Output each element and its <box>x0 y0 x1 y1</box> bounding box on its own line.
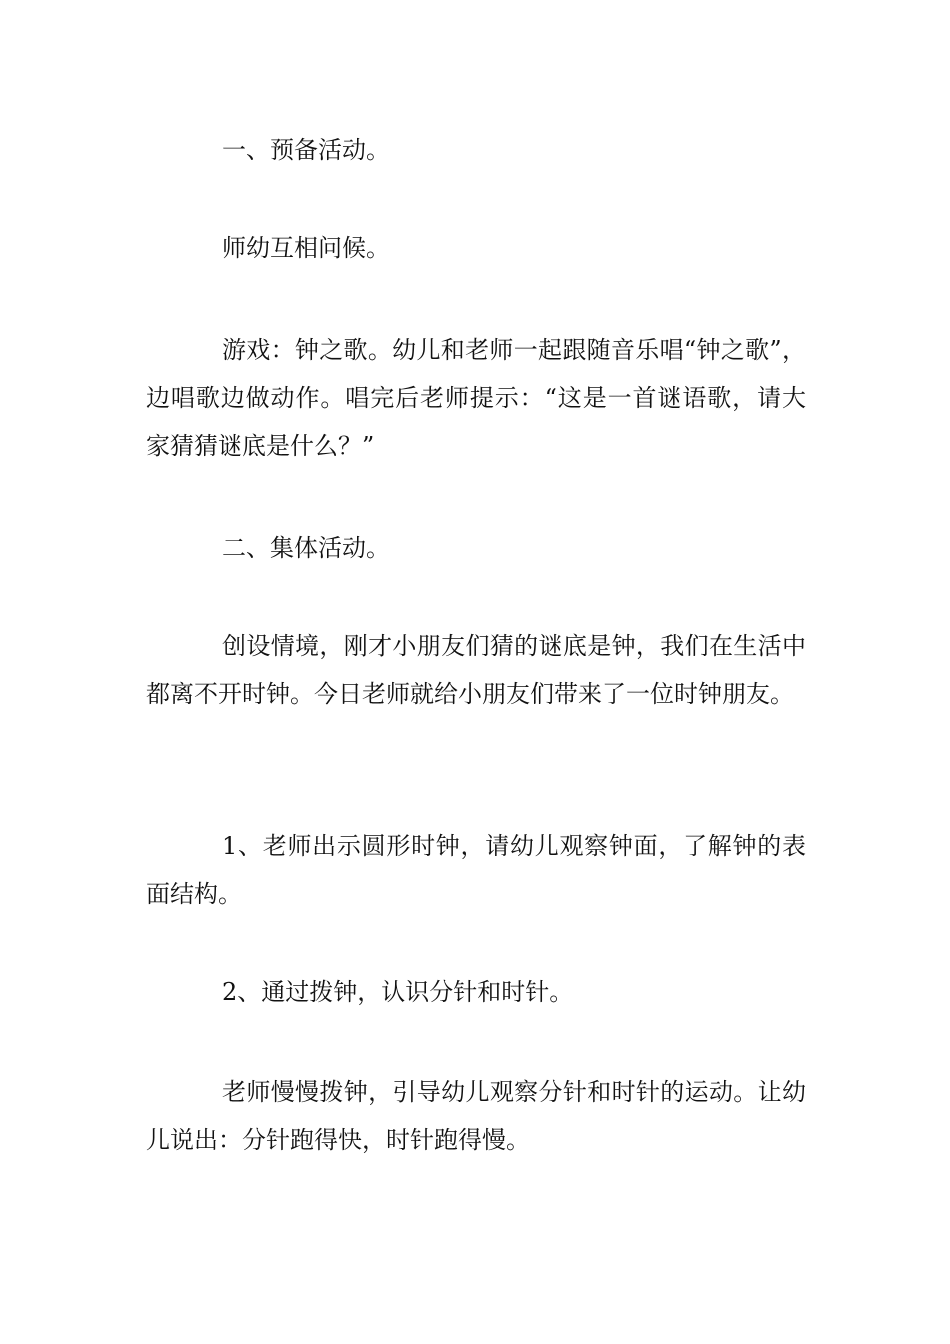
section-heading-group-activity: 二、集体活动。 <box>222 534 390 562</box>
section-heading-preparation: 一、预备活动。 <box>222 136 390 164</box>
paragraph-create-scenario: 创设情境，刚才小朋友们猜的谜底是钟，我们在生活中都离不开时钟。今日老师就给小朋友们带来了一位时钟朋友。 <box>146 632 806 708</box>
paragraph-clock-song-game: 游戏：钟之歌。幼儿和老师一起跟随音乐唱“钟之歌”，边唱歌边做动作。唱完后老师提示：“这是一首谜语歌，请大家猜猜谜底是什么？” <box>146 336 806 460</box>
paragraph-greeting: 师幼互相问候。 <box>222 234 390 262</box>
paragraph-observe-hands: 老师慢慢拨钟，引导幼儿观察分针和时针的运动。让幼儿说出：分针跑得快，时针跑得慢。 <box>146 1078 806 1154</box>
paragraph-step-1-show-clock: 1、老师出示圆形时钟，请幼儿观察钟面，了解钟的表面结构。 <box>146 832 806 908</box>
paragraph-step-2-turn-clock: 2、通过拨钟，认识分针和时针。 <box>222 978 574 1006</box>
